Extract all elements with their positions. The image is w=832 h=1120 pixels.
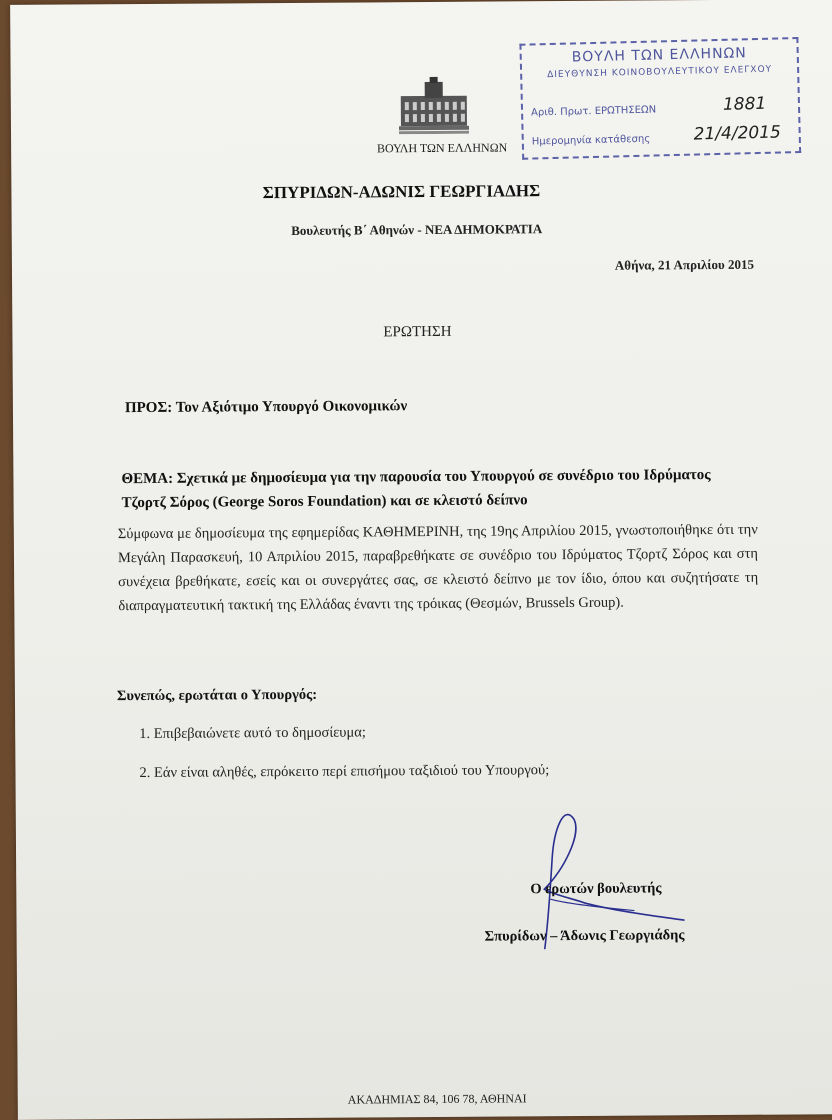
institution-name: ΒΟΥΛΗ ΤΩΝ ΕΛΛΗΝΩΝ <box>376 140 508 156</box>
stamp-date-label: Ημερομηνία κατάθεσης <box>531 133 651 148</box>
mp-subtitle: Βουλευτής Β΄ Αθηνών - ΝΕΑ ΔΗΜΟΚΡΑΤΙΑ <box>291 221 543 238</box>
document-page <box>10 0 832 1120</box>
registration-stamp <box>519 37 801 160</box>
signer-name: Σπυρίδων – Άδωνις Γεωργιάδης <box>484 927 685 945</box>
signer-title: Ο ερωτών βουλευτής <box>530 880 662 898</box>
recipient-line: ΠΡΟΣ: Τον Αξιότιμο Υπουργό Οικονομικών <box>124 398 408 417</box>
body-paragraph: Σύμφωνα με δημοσίευμα της εφημερίδας ΚΑΘΗΜΕΡΙΝΗ, της 19ης Απριλίου 2015, γνωστοποιήθηκε ότι την Μεγάλη Παρασκευή, 10 Απριλίου 2015, παραβρεθήκατε σε συνέδριο του Ιδρύματος Τζορτζ Σόρος και στη συνέχεια βρεθήκατε, εσείς και οι συνεργάτες σας, σε κλειστό δείπνο με τον ίδιο, όπου και συζητήσατε τη διαπραγματευτική τακτική της Ελλάδας έναντι της τρόικας (Θεσμών, Brussels Group). <box>117 521 759 615</box>
parliament-building-icon <box>399 76 469 134</box>
question-item: 2. Εάν είναι αληθές, επρόκειτο περί επισήμου ταξιδιού του Υπουργού; <box>139 762 550 782</box>
subject-block <box>121 463 761 515</box>
stamp-date-value: 21/4/2015 <box>693 122 782 145</box>
stamp-line2: ΔΙΕΥΘΥΝΣΗ ΚΟΙΝΟΒΟΥΛΕΥΤΙΚΟΥ ΕΛΕΓΧΟΥ <box>547 64 773 81</box>
stamp-number-value: 1881 <box>722 93 767 115</box>
subject-line1: ΘΕΜΑ: Σχετικά με δημοσίευμα για την παρουσία του Υπουργού σε συνέδριο του Ιδρύματος <box>121 467 711 488</box>
questions-intro: Συνεπώς, ερωτάται ο Υπουργός: <box>116 686 318 705</box>
mp-name: ΣΠΥΡΙΔΩΝ-ΑΔΩΝΙΣ ΓΕΩΡΓΙΑΔΗΣ <box>262 181 541 203</box>
footer-address: ΑΚΑΔΗΜΙΑΣ 84, 106 78, ΑΘΗΝΑΙ <box>347 1091 527 1107</box>
stamp-number-label: Αριθ. Πρωτ. ΕΡΩΤΗΣΕΩΝ <box>530 104 657 119</box>
stamp-line1: ΒΟΥΛΗ ΤΩΝ ΕΛΛΗΝΩΝ <box>571 45 747 66</box>
document-date: Αθήνα, 21 Απριλίου 2015 <box>614 256 754 273</box>
document-heading: ΕΡΩΤΗΣΗ <box>383 323 452 341</box>
question-item: 1. Επιβεβαιώνετε αυτό το δημοσίευμα; <box>139 724 366 743</box>
subject-line2: Τζορτζ Σόρος (George Soros Foundation) και σε κλειστό δείπνο <box>121 492 528 512</box>
